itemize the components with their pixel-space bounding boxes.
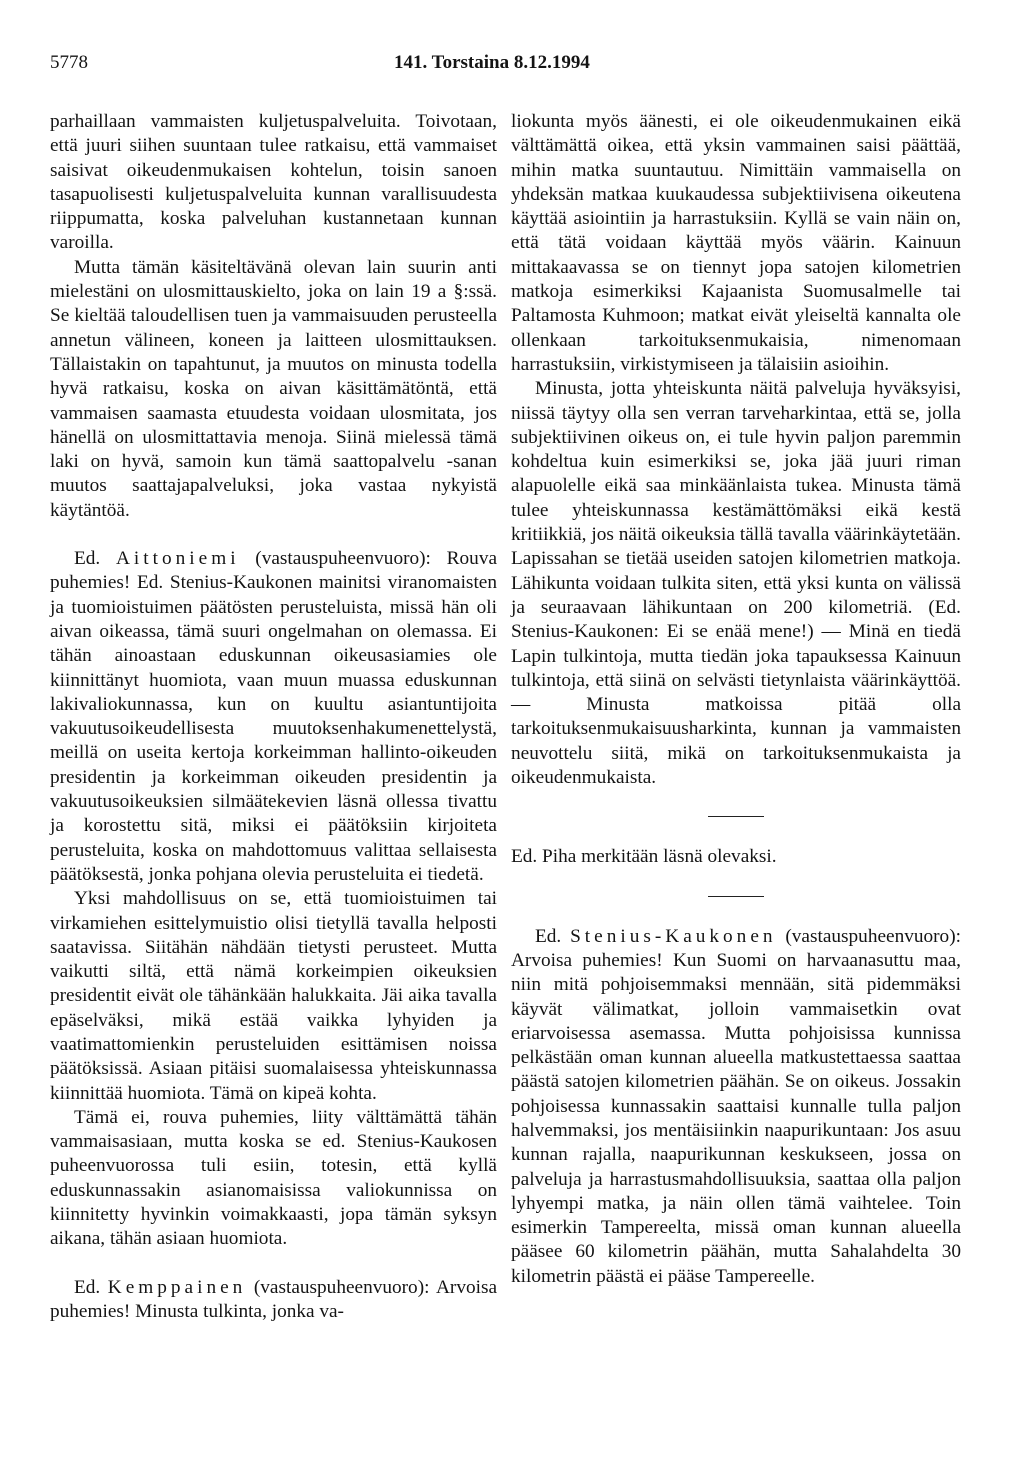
paragraph: Tämä ei, rouva puhemies, liity välttämättä tähän vammaisasiaan, mutta koska se ed. Stenius-Kaukosen puheenvuorossa tuli esiin, totesin, että kyllä eduskunnassakin asianomaisissa valiokunnissa on kiinnitetty hyvinkin voimakkaasti, jopa tämän syksyn aikana, tähän asiaan huomiota. [50,1106,497,1250]
speech-text: Arvoisa puhemies! Kun Suomi on harvaanasuttu maa, niin mitä pohjoisemmaksi mennään, sitä pidemmäksi käyvät välimatkat, jolloin vammaisetkin ovat eriarvoisessa asemassa. Mutta pohjoisissa kunnissa pelkästään oman kunnan alueella matkustettaessa saattaa päästä satojen kilometrien päähän. Se on oikeus. Jossakin pohjoisessa kunnassakin saattaisi kunnalle tulla paljon halvemmaksi, jos mentäisiinkin naapurikuntaan: Jos asuu kunnan rajalla, naapurikunnan keskukseen, jossa on palveluja ja harrastusmahdollisuuksia, saattaa olla paljon lyhyempi matka, ja näin ollen tämä vaihtelee. Toin esimerkin Tampereelta, missä oman kunnan alueella pääsee 60 kilometrin päähän, mutta Sahalahdelta 30 kilometrin päästä ei pääse Tampereelle. [511,949,961,1287]
section-divider [708,896,764,897]
speaker-name: Kemppainen [107,1276,247,1298]
speaker-prefix: Ed. [74,548,101,570]
speaker-name: Aittoniemi [116,548,240,570]
section-divider [708,816,764,817]
paragraph: Yksi mahdollisuus on se, että tuomioistuimen tai virkamiehen esittelymuistio olisi tietyllä tavalla helposti saatavissa. Siitähän nähdään tietysti perusteet. Mutta vaikutti siltä, että nämä korkeimpien oikeuksien presidentit eivät ole tähänkään halukkaita. Jäi aika tavalla epäselväksi, mikä estää vaikka lyhyiden ja vaatimattomienkin perusteluiden esittämisen noissa päätöksissä. Asiaan pitäisi suomalaisessa yhteiskunnassa kiinnittää huomiota. Tämä on kipeä kohta. [50,888,497,1104]
paragraph: Mutta tämän käsiteltävänä olevan lain suurin anti mielestäni on ulosmittauskielto, joka on lain 19 a §:ssä. Se kieltää taloudellisen tuen ja vammaisuuden perusteella annetun välineen, koneen ja laitteen ulosmittauksen. Tällaistakin on tapahtunut, ja muutos on minusta todella hyvä ratkaisu, koska on aivan käsittämätöntä, että vammaisen saamasta etuudesta voidaan ulosmitata, jos hänellä on ulosmittattavia menoja. Siinä mielessä tämä laki on hyvä, samoin kun tämä saattopalvelu -sanan muutos saattajapalveluksi, joka vastaa nykyistä käytäntöä. [50,256,497,521]
speaker-role: (vastauspuheenvuoro): [785,925,961,947]
paragraph: parhaillaan vammaisten kuljetuspalveluita. Toivotaan, että juuri siihen suuntaan tulee ratkaisu, että vammaiset saisivat oikeudenmukaisen kohtelun, toisin sanoen tasapuolisesti kuljetuspalveluita kunnan varallisuudesta riippumatta, koska palveluhan kustannetaan kunnan varoilla. [50,111,497,254]
speech-kemppainen [50,1276,497,1325]
page-number: 5778 [50,52,88,73]
speech-text: Rouva puhemies! Ed. Stenius-Kaukonen mainitsi viranomaisten ja tuomioistuimen päätösten perusteluista, missä hän oli aivan oikeassa, tämä suuri ongelmahan on olemassa. Ei tähän ainoastaan eduskunnan oikeusasiamies ole kiinnittänyt huomiota, vaan muun muassa eduskunnan lakivaliokunnassa, kun on kuultu asiantuntijoita vakuutusoikeudellisesta muutoksenhakumenettelystä, meillä on useita kertoja korkeimman hallinto-oikeuden presidentin ja korkeimman oikeuden presidentin ja vakuutusoikeuksien silmäätekevien läsnä ollessa tivattu ja korostettu sitä, miksi ei päätöksiin kirjoiteta perusteluita, koska on mahdottomuus valittaa sellaisesta päätöksestä, jonka pohjana olevia perusteluita ei tiedetä. [50,548,498,885]
left-column [50,110,497,1324]
session-title: 141. Torstaina 8.12.1994 [394,52,590,73]
speaker-prefix: Ed. [535,925,562,947]
paragraph: liokunta myös äänesti, ei ole oikeudenmukainen eikä välttämättä oikea, että yksin vammainen saisi päättää, mihin matka suuntautuu. Nimittäin vammaisella on yhdeksän matkaa kuukaudessa subjektiivisena oikeutena käyttää asiointiin ja harrastuksiin. Kyllä se vain näin on, että tätä voidaan käyttää myös väärin. Kainuun mittakaavassa se on tiennyt jopa satojen kilometrien matkoja esimerkiksi Kajaanista Suomusalmelle tai Paltamosta Kuhmoon; matkat eivät yleiseltä kannalta ole ollenkaan tarkoituksenmukaisia, nimenomaan harrastuksiin, virkistymiseen ja tälaisiin asioihin. [511,111,961,375]
speaker-name: Stenius-Kaukonen [570,925,777,947]
speaker-role: (vastauspuheenvuoro): [255,548,431,570]
speech-stenius-kaukonen [511,925,961,1289]
page-header [50,52,970,82]
speech-text: Arvoisa puhemies! Minusta tulkinta, jonka va- [50,1276,498,1322]
speaker-prefix: Ed. [74,1276,101,1298]
speech-aittoniemi [50,547,497,887]
right-column [511,110,961,1289]
paragraph: Minusta, jotta yhteiskunta näitä palveluja hyväksyisi, niissä täytyy olla sen verran tarveharkintaa, että se, jolla subjektiivinen oikeus on, ei tule hyvin paljon paremmin kohdeltua kuin esimerkiksi se, joka jää juuri riman alapuolelle eikä saa minkäänlaista tukea. Minusta tämä tulee yhteiskunnassa kestämättömäksi eikä kestä kritiikkiä, jos näitä oikeuksia tällä tavalla väärinkäytetään. Lapissahan se tietää useiden satojen kilometrien matkoja. Lähikunta voidaan tulkita siten, että yksi kunta on välissä ja seuraavaan lähikuntaan on 200 kilometriä. (Ed. Stenius-Kaukonen: Ei se enää mene!) — Minä en tiedä Lapin tulkintoja, mutta tiedän joka tapauksessa Kainuun tulkintoja, että siinä on selvästi tietynlaista väärinkäyttöä. — Minusta matkoissa pitää olla tarkoituksenmukaisuusharkinta, kunnan ja vammaisten neuvottelu siitä, mikä on tarkoituksenmukaista ja oikeudenmukaista. [511,378,961,789]
attendance-note: Ed. Piha merkitään läsnä olevaksi. [511,846,777,868]
speaker-role: (vastauspuheenvuoro): [253,1276,430,1298]
